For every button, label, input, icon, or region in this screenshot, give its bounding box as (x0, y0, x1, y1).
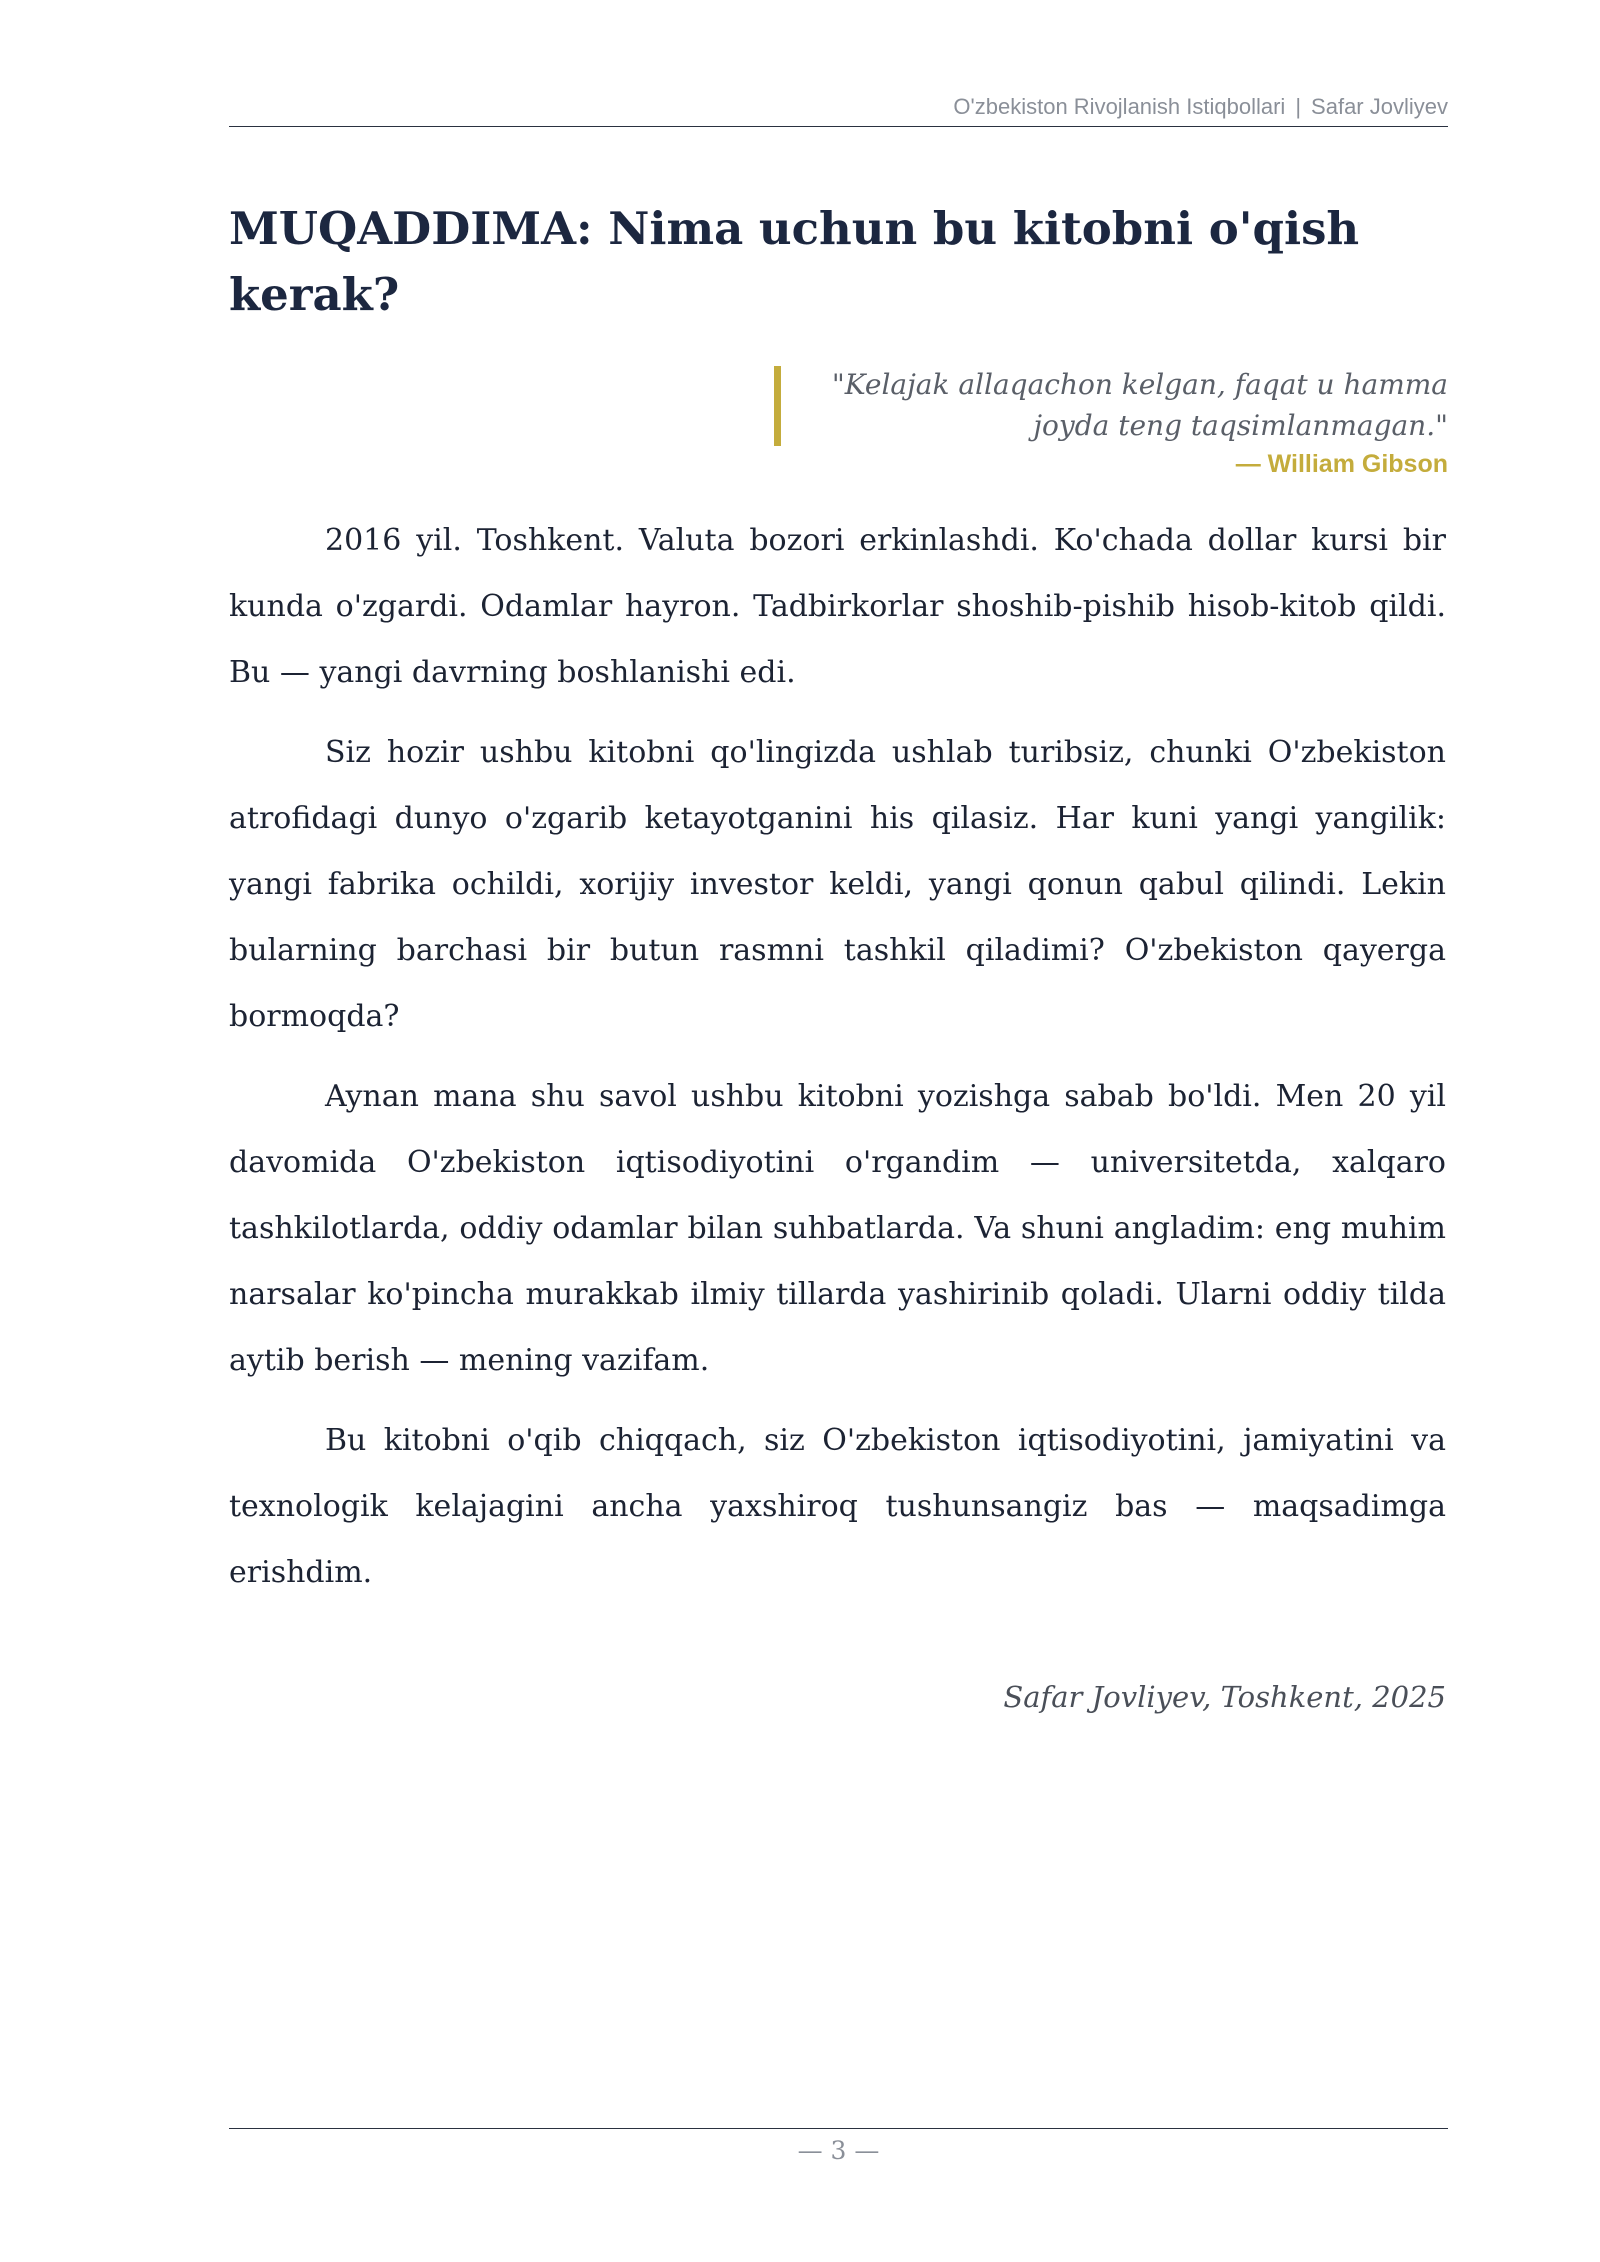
footer-divider (229, 2128, 1448, 2129)
epigraph (774, 364, 1448, 482)
document-page (229, 0, 1448, 2262)
paragraph: 2016 yil. Toshkent. Valuta bozori erkinlashdi. Ko'chada dollar kursi bir kunda o'zgardi. Odamlar hayron. Tadbirkorlar shoshib-pishib hisob-kitob qildi. Bu — yangi davrning boshlanishi edi. (229, 523, 1446, 690)
epigraph-accent-bar (774, 366, 781, 446)
paragraph: Aynan mana shu savol ushbu kitobni yozishga sabab bo'ldi. Men 20 yil davomida O'zbekiston iqtisodiyotini o'rgandim — universitetda, xalqaro tashkilotlarda, oddiy odamlar bilan suhbatlarda. Va shuni angladim: eng muhim narsalar ko'pincha murakkab ilmiy tillarda yashirinib qoladi. Ularni oddiy tilda aytib berish — mening vazifam. (229, 1079, 1446, 1378)
running-header (229, 94, 1448, 120)
page-number: — 3 — (797, 2136, 880, 2165)
epigraph-quote: "Kelajak allaqachon kelgan, faqat u hamma joyda teng taqsimlanmagan." (831, 368, 1448, 442)
header-book-title: O'zbekiston Rivojlanish Istiqbollari (953, 94, 1286, 119)
header-separator: | (1295, 94, 1302, 119)
header-divider (229, 126, 1448, 127)
chapter-title: MUQADDIMA: Nima uchun bu kitobni o'qish kerak? (229, 202, 1360, 321)
author-signature: Safar Jovliyev, Toshkent, 2025 (1003, 1680, 1446, 1714)
paragraph: Siz hozir ushbu kitobni qo'lingizda ushlab turibsiz, chunki O'zbekiston atrofidagi dunyo o'zgarib ketayotganini his qilasiz. Har kuni yangi yangilik: yangi fabrika ochildi, xorijiy investor keldi, yangi qonun qabul qilindi. Lekin bularning barchasi bir butun rasmni tashkil qiladimi? O'zbekiston qayerga bormoqda? (229, 735, 1446, 1034)
paragraph: Bu kitobni o'qib chiqqach, siz O'zbekiston iqtisodiyotini, jamiyatini va texnologik kelajagini ancha yaxshiroq tushunsangiz bas — maqsadimga erishdim. (229, 1423, 1446, 1590)
header-author: Safar Jovliyev (1311, 94, 1448, 119)
body-text (229, 508, 1446, 1620)
epigraph-attribution: — William Gibson (1235, 450, 1448, 478)
